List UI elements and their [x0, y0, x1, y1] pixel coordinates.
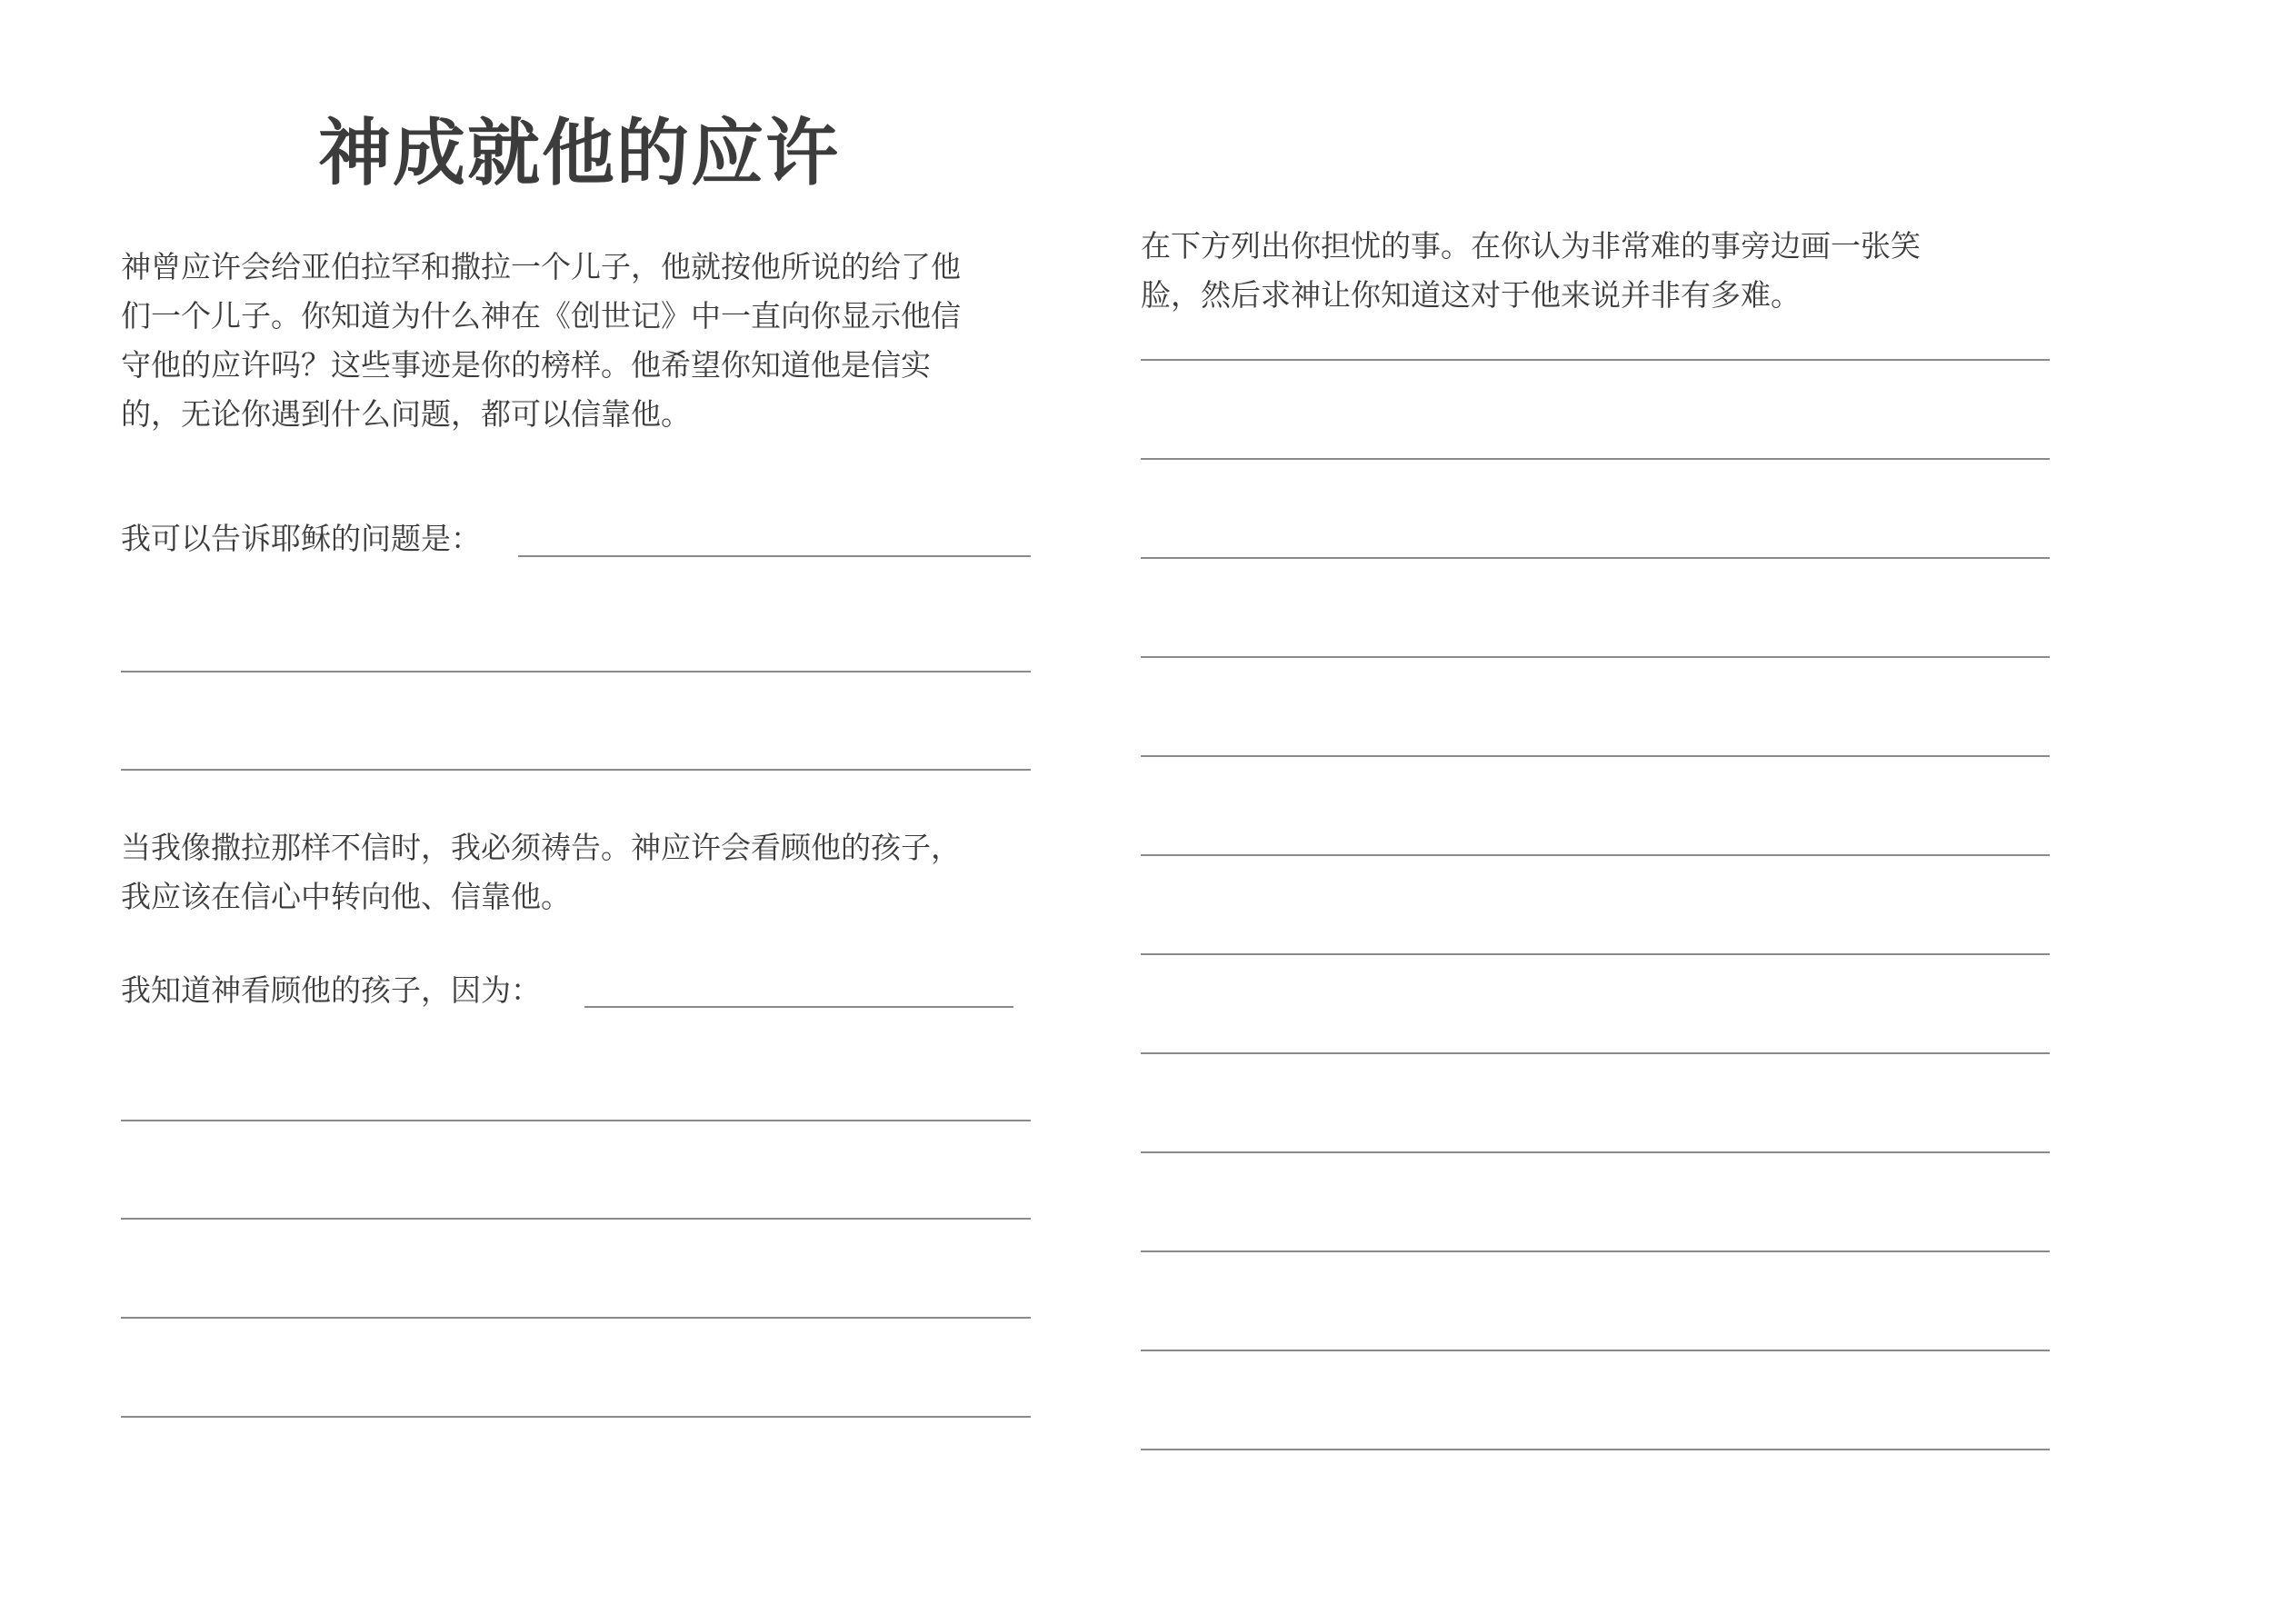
prayer-paragraph — [121, 823, 961, 922]
intro-line: 守他的应许吗？这些事迹是你的榜样。他希望你知道他是信实 — [121, 347, 931, 383]
prompt-god-cares-label: 我知道神看顾他的孩子，因为： — [121, 972, 541, 1008]
intro-line: 神曾应许会给亚伯拉罕和撒拉一个儿子，他就按他所说的给了他 — [121, 249, 961, 284]
answer-line[interactable] — [121, 1317, 1031, 1319]
instruction-line: 在下方列出你担忧的事。在你认为非常难的事旁边画一张笑 — [1141, 228, 1921, 264]
worry-line[interactable] — [1141, 557, 2050, 559]
intro-line: 的，无论你遇到什么问题，都可以信靠他。 — [121, 396, 691, 432]
intro-paragraph — [121, 243, 961, 439]
worry-line[interactable] — [1141, 1350, 2050, 1351]
worry-line[interactable] — [1141, 854, 2050, 856]
worry-line[interactable] — [1141, 755, 2050, 757]
worry-line[interactable] — [1141, 1151, 2050, 1153]
answer-line[interactable] — [121, 1416, 1031, 1418]
worry-line[interactable] — [1141, 953, 2050, 955]
worry-line[interactable] — [1141, 458, 2050, 460]
answer-line-god-cares-inline[interactable] — [584, 1006, 1013, 1008]
instruction-line: 脸，然后求神让你知道这对于他来说并非有多难。 — [1141, 277, 1801, 313]
answer-line[interactable] — [121, 769, 1031, 771]
worry-line[interactable] — [1141, 1250, 2050, 1252]
answer-line[interactable] — [121, 1120, 1031, 1121]
answer-line[interactable] — [121, 1218, 1031, 1220]
prayer-line: 我应该在信心中转向他、信靠他。 — [121, 879, 571, 914]
worry-line[interactable] — [1141, 359, 2050, 361]
prayer-line: 当我像撒拉那样不信时，我必须祷告。神应许会看顾他的孩子， — [121, 830, 961, 865]
page-title: 神成就他的应许 — [318, 110, 840, 195]
worry-line[interactable] — [1141, 1449, 2050, 1450]
answer-line[interactable] — [121, 671, 1031, 673]
prompt-problems-label: 我可以告诉耶稣的问题是： — [121, 521, 481, 556]
worry-line[interactable] — [1141, 1052, 2050, 1054]
intro-line: 们一个儿子。你知道为什么神在《创世记》中一直向你显示他信 — [121, 298, 961, 334]
worries-instruction — [1141, 222, 1921, 320]
answer-line-problems-inline[interactable] — [518, 555, 1031, 557]
worry-line[interactable] — [1141, 656, 2050, 658]
